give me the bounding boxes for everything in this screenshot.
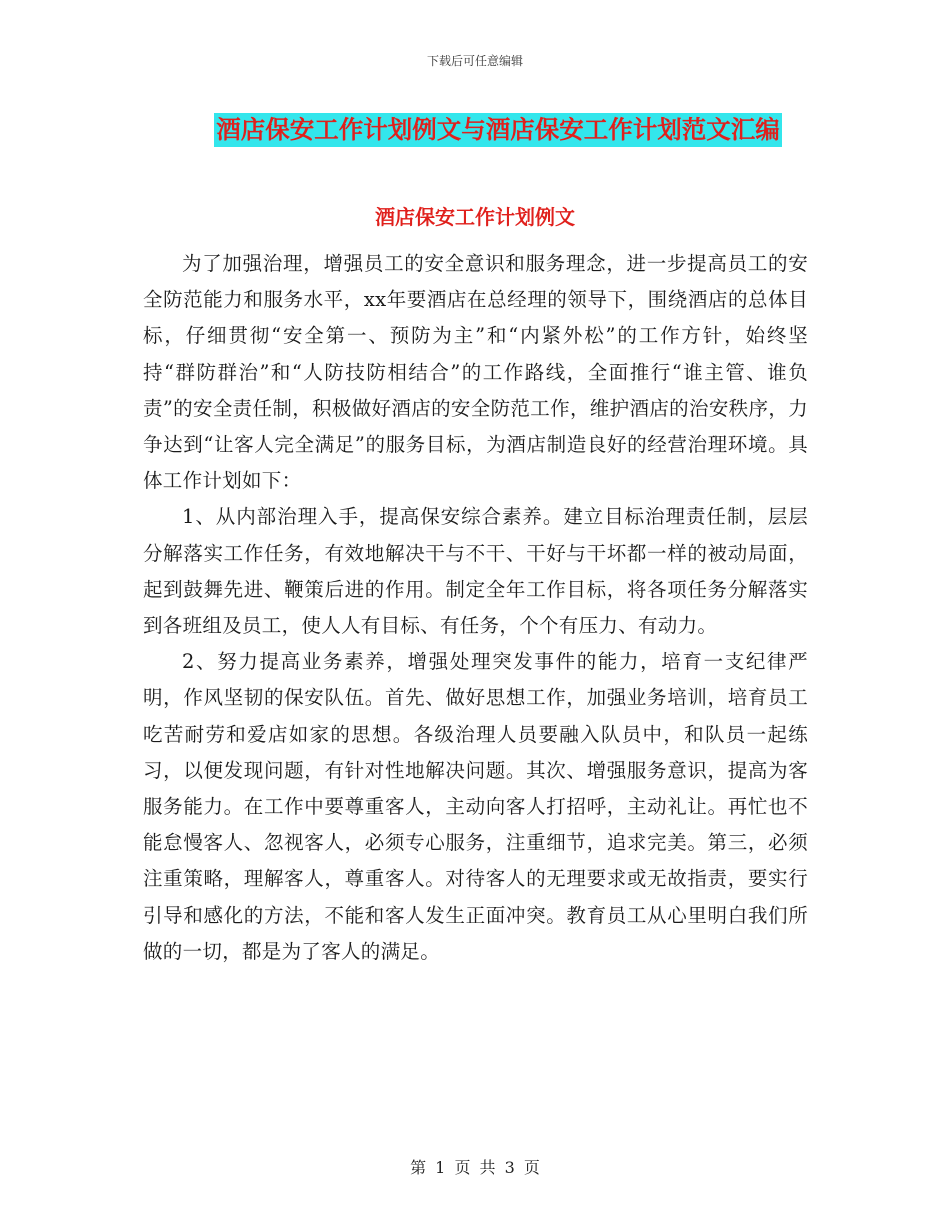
paragraph-item-2: 2、努力提高业务素养，增强处理突发事件的能力，培育一支纪律严明，作风坚韧的保安队伍。首先、做好思想工作，加强业务培训，培育员工吃苦耐劳和爱店如家的思想。各级治理人员要融入队员中，和队员一起练习，以便发现问题，有针对性地解决问题。其次、增强服务意识，提高为客服务能力。在工作中要尊重客人，主动向客人打招呼，主动礼让。再忙也不能怠慢客人、忽视客人，必须专心服务，注重细节，追求完美。第三，必须注重策略，理解客人，尊重客人。对待客人的无理要求或无故指责，要实行引导和感化的方法，不能和客人发生正面冲突。教育员工从心里明白我们所做的一切，都是为了客人的满足。 bbox=[143, 650, 808, 963]
section-title: 酒店保安工作计划例文 bbox=[375, 205, 575, 229]
document-body bbox=[143, 246, 808, 970]
document-title-container bbox=[0, 113, 950, 147]
document-title: 酒店保安工作计划例文与酒店保安工作计划范文汇编 bbox=[214, 113, 782, 147]
paragraph-item-1: 1、从内部治理入手，提高保安综合素养。建立目标治理责任制，层层分解落实工作任务，有效地解决干与不干、干好与干坏都一样的被动局面，起到鼓舞先进、鞭策后进的作用。制定全年工作目标，将各项任务分解落实到各班组及员工，使人人有目标、有任务，个个有压力、有动力。 bbox=[143, 505, 808, 638]
paragraph-intro: 为了加强治理，增强员工的安全意识和服务理念，进一步提高员工的安全防范能力和服务水平，xx年要酒店在总经理的领导下，围绕酒店的总体目标，仔细贯彻“安全第一、预防为主”和“内紧外松”的工作方针，始终坚持“群防群治”和“人防技防相结合”的工作路线，全面推行“谁主管、谁负责”的安全责任制，积极做好酒店的安全防范工作，维护酒店的治安秩序，力争达到“让客人完全满足”的服务目标，为酒店制造良好的经营治理环境。具体工作计划如下： bbox=[143, 252, 808, 493]
page-number: 第 1 页 共 3 页 bbox=[410, 1158, 540, 1177]
page-header-note: 下载后可任意编辑 bbox=[426, 54, 523, 68]
